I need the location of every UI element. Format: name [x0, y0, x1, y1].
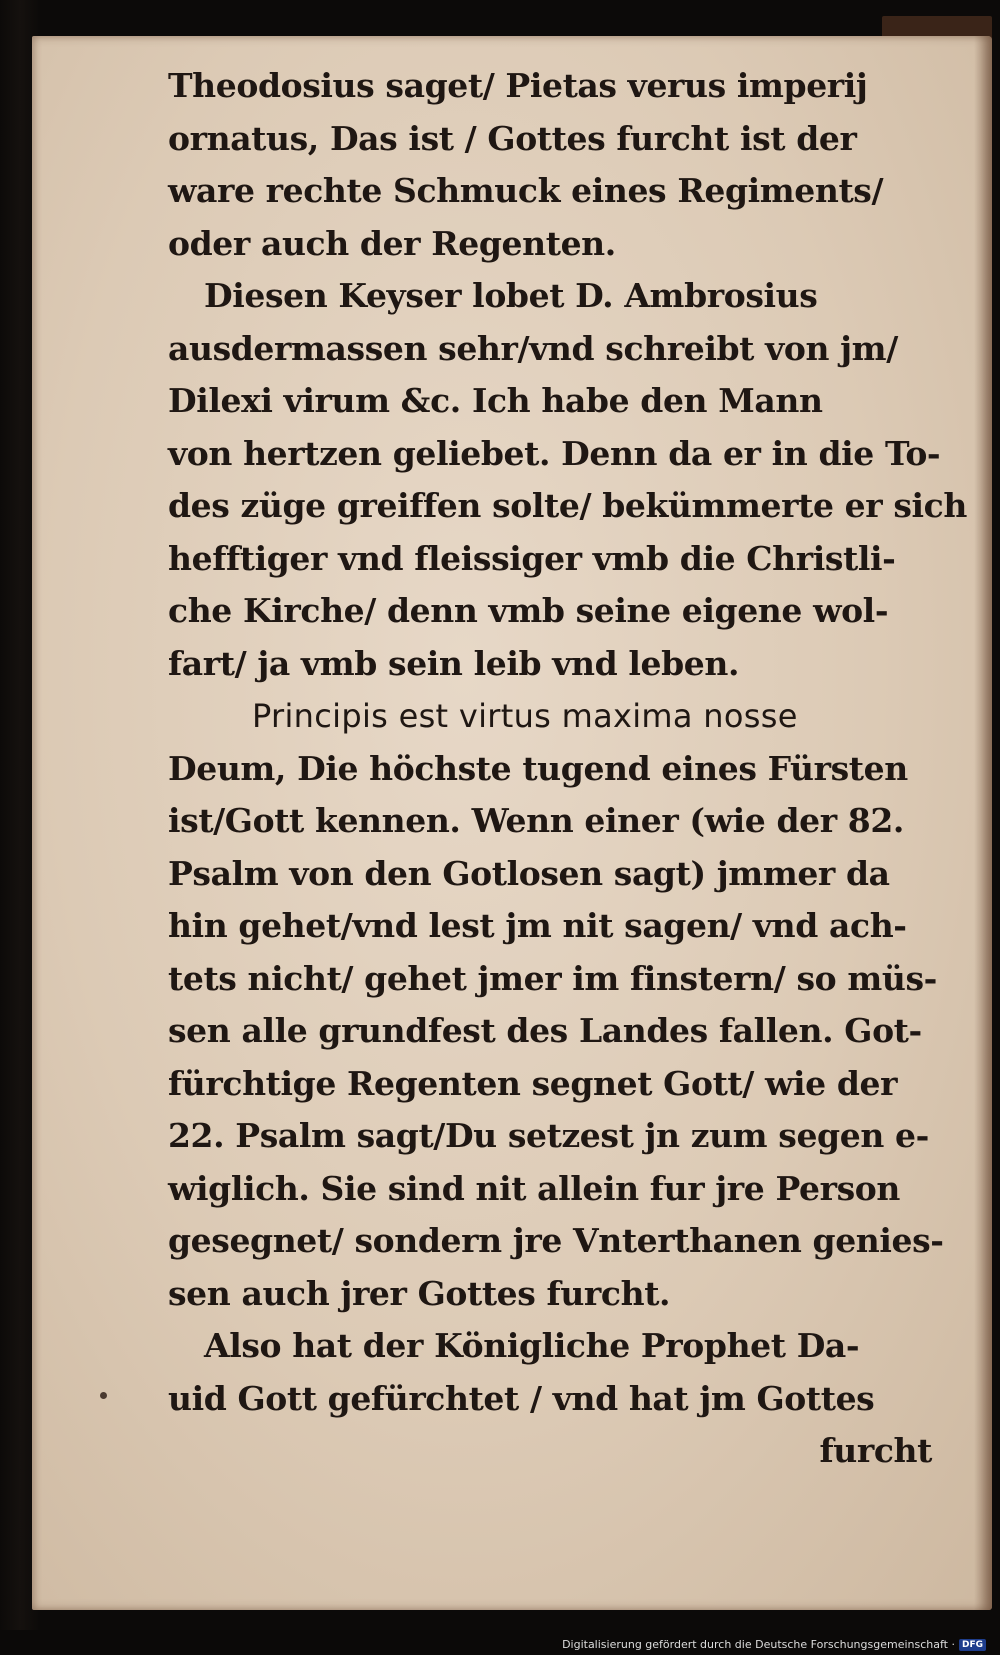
text-line-8: von hertzen geliebet. Denn da er in die To- [168, 433, 941, 473]
page-text [168, 60, 967, 1478]
text-line-22: wiglich. Sie sind nit allein fur jre Person [168, 1168, 900, 1208]
text-line-2: ornatus, Das ist / Gottes furcht ist der [168, 118, 857, 158]
dfg-logo: DFG [959, 1639, 986, 1651]
text-line-18: tets nicht/ gehet jmer im finstern/ so müs- [168, 958, 937, 998]
text-line-17: hin gehet/vnd lest jm nit sagen/ vnd ach- [168, 906, 907, 945]
text-line-19: sen alle grundfest des Landes fallen. Got- [168, 1011, 922, 1050]
text-line-21: 22. Psalm sagt/Du setzest jn zum segen e- [168, 1116, 929, 1155]
text-line-6: ausdermassen sehr/vnd schreibt von jm/ [168, 328, 898, 368]
footer-text: Digitalisierung gefördert durch die Deutsche Forschungsgemeinschaft · [562, 1638, 955, 1651]
text-line-10: hefftiger vnd fleissiger vmb die Christli- [168, 538, 896, 578]
text-line-9: des züge greiffen solte/ bekümmerte er sich [168, 486, 967, 525]
text-line-24: sen auch jrer Gottes furcht. [168, 1273, 671, 1313]
text-line-1: Theodosius saget/ Pietas verus imperij [168, 66, 868, 105]
text-line-23: gesegnet/ sondern jre Vnterthanen genies- [168, 1221, 944, 1260]
text-line-5: Diesen Keyser lobet D. Ambrosius [204, 276, 818, 315]
text-line-25: Also hat der Königliche Prophet Da- [204, 1326, 860, 1365]
text-line-13: Principis est virtus maxima nosse [252, 697, 798, 735]
text-line-15: ist/Gott kennen. Wenn einer (wie der 82. [168, 801, 905, 840]
paper-spot [100, 1392, 107, 1399]
text-line-7: Dilexi virum &c. Ich habe den Mann [168, 381, 823, 420]
text-line-12: fart/ ja vmb sein leib vnd leben. [168, 643, 740, 683]
page-edge-shadow [974, 36, 992, 1610]
digitization-footer [562, 1638, 986, 1651]
catchword: furcht [819, 1431, 932, 1470]
text-line-4: oder auch der Regenten. [168, 223, 616, 263]
text-line-26: uid Gott gefürchtet / vnd hat jm Gottes [168, 1378, 875, 1418]
text-line-16: Psalm von den Gotlosen sagt) jmmer da [168, 853, 890, 893]
text-line-20: fürchtige Regenten segnet Gott/ wie der [168, 1063, 898, 1103]
text-line-3: ware rechte Schmuck eines Regiments/ [168, 171, 884, 210]
text-line-11: che Kirche/ denn vmb seine eigene wol- [168, 591, 889, 630]
text-line-14: Deum, Die höchste tugend eines Fürsten [168, 748, 908, 788]
